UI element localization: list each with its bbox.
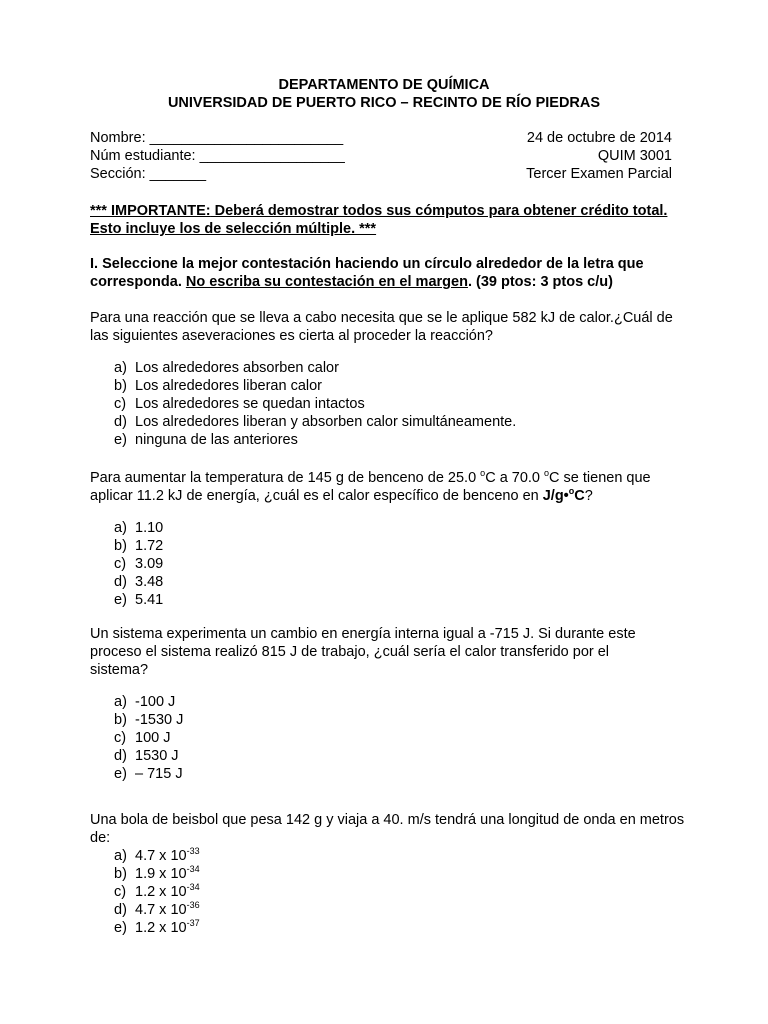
option-text: 5.41: [135, 592, 164, 608]
option-letter: b): [114, 378, 127, 394]
student-number-field: Núm estudiante: __________________: [90, 148, 345, 164]
option-letter: a): [114, 520, 127, 536]
department-title: DEPARTAMENTO DE QUÍMICA: [278, 77, 490, 93]
section-i-line-2: [90, 273, 710, 291]
option-item[interactable]: [114, 519, 720, 537]
question-1-line-1: Para una reacción que se lleva a cabo necesita que se le aplique 582 kJ de calor.¿Cuál de: [90, 310, 673, 326]
option-text: Los alrededores se quedan intactos: [135, 396, 365, 412]
question-2-stem: [90, 469, 720, 505]
section-i-instructions: [90, 255, 710, 291]
option-letter: e): [114, 592, 127, 608]
option-letter: d): [114, 414, 127, 430]
option-text: [135, 883, 200, 901]
course-code: QUIM 3001: [597, 148, 672, 164]
option-letter: e): [114, 432, 127, 448]
option-exponent: -37: [186, 918, 200, 928]
option-base: 4.7 x 10: [135, 848, 187, 864]
degree-sign: o: [544, 468, 550, 478]
question-4-line-1: Una bola de beisbol que pesa 142 g y viaja a 40. m/s tendrá una longitud de onda en metros: [90, 812, 685, 828]
option-item[interactable]: [114, 847, 720, 865]
option-text: Los alrededores liberan y absorben calor simultáneamente.: [135, 414, 517, 430]
question-1-stem: [90, 309, 720, 345]
option-item[interactable]: [114, 555, 720, 573]
option-text: Los alrededores liberan calor: [135, 378, 322, 394]
important-line-1: [90, 202, 700, 220]
option-item[interactable]: [114, 693, 720, 711]
option-item[interactable]: [114, 901, 720, 919]
q2-text-a: Para aumentar la temperatura de 145 g de benceno de 25.0: [90, 470, 481, 486]
important-stars: ***: [90, 203, 111, 219]
option-text: [135, 847, 200, 865]
section-field: Sección: _______: [90, 166, 207, 182]
option-text: 1.72: [135, 538, 164, 554]
option-item[interactable]: [114, 573, 720, 591]
exam-date: 24 de octubre de 2014: [526, 130, 672, 146]
option-item[interactable]: [114, 377, 720, 395]
q2-text-c: C se tienen que: [549, 470, 651, 486]
option-text: [135, 865, 200, 883]
section-i-text-a: corresponda.: [90, 274, 186, 290]
option-letter: b): [114, 538, 127, 554]
option-letter: b): [114, 712, 127, 728]
option-item[interactable]: [114, 865, 720, 883]
option-letter: e): [114, 766, 127, 782]
important-text: Deberá demostrar todos sus cómputos para obtener crédito total.: [210, 203, 668, 219]
question-1-line-2: las siguientes aseveraciones es cierta al proceder la reacción?: [90, 328, 493, 344]
exam-header: [0, 76, 768, 112]
option-letter: d): [114, 902, 127, 918]
exam-name: Tercer Examen Parcial: [526, 166, 672, 182]
option-text: 1.10: [135, 520, 164, 536]
option-letter: a): [114, 694, 127, 710]
question-1: [90, 309, 720, 449]
option-item[interactable]: [114, 413, 720, 431]
option-base: 1.2 x 10: [135, 884, 187, 900]
section-i-points: . (39 ptos: 3 ptos c/u): [467, 274, 613, 290]
option-item[interactable]: [114, 537, 720, 555]
option-base: 1.2 x 10: [135, 920, 187, 936]
option-text: -100 J: [135, 694, 176, 710]
question-4-options: [114, 847, 720, 937]
option-letter: e): [114, 920, 127, 936]
student-info: [90, 129, 345, 183]
option-base: 1.9 x 10: [135, 866, 187, 882]
question-3-line-3: sistema?: [90, 662, 149, 678]
option-letter: a): [114, 360, 127, 376]
question-3: [90, 625, 720, 783]
option-item[interactable]: [114, 711, 720, 729]
section-i-line-1: I. Seleccione la mejor contestación haciendo un círculo alrededor de la letra que: [90, 256, 644, 272]
question-1-options: [114, 359, 720, 449]
question-3-line-2: proceso el sistema realizó 815 J de trabajo, ¿cuál sería el calor transferido por el: [90, 644, 610, 660]
option-letter: c): [114, 556, 127, 572]
q2-question-mark: ?: [584, 488, 593, 504]
option-exponent: -36: [186, 900, 200, 910]
option-item[interactable]: [114, 395, 720, 413]
q2-unit-a: J/g•: [542, 488, 569, 504]
q2-unit-b: C: [574, 488, 585, 504]
question-3-stem: [90, 625, 720, 679]
question-2: [90, 469, 720, 609]
important-line-2: Esto incluye los de selección múltiple. ***: [90, 221, 377, 237]
option-text: 3.09: [135, 556, 164, 572]
university-title: UNIVERSIDAD DE PUERTO RICO – RECINTO DE RÍO PIEDRAS: [167, 95, 601, 111]
question-4: [90, 811, 720, 937]
option-exponent: -34: [186, 882, 200, 892]
question-2-options: [114, 519, 720, 609]
option-letter: c): [114, 884, 127, 900]
section-i-warning: No escriba su contestación en el margen: [185, 274, 468, 290]
question-3-line-1: Un sistema experimenta un cambio en energía interna igual a -715 J. Si durante este: [90, 626, 636, 642]
option-exponent: -33: [186, 846, 200, 856]
option-item[interactable]: [114, 883, 720, 901]
degree-sign: o: [568, 486, 575, 496]
option-text: – 715 J: [135, 766, 183, 782]
important-notice: [90, 202, 700, 238]
option-item[interactable]: [114, 591, 720, 609]
option-text: [135, 919, 200, 937]
option-text: [135, 901, 200, 919]
q2-unit: [543, 488, 585, 504]
degree-sign: o: [480, 468, 486, 478]
question-4-stem: [90, 811, 720, 847]
option-letter: c): [114, 730, 127, 746]
option-letter: c): [114, 396, 127, 412]
option-base: 4.7 x 10: [135, 902, 187, 918]
option-item[interactable]: [114, 765, 720, 783]
option-text: 3.48: [135, 574, 164, 590]
option-text: 1530 J: [135, 748, 179, 764]
question-2-line-1: [90, 469, 720, 487]
option-item[interactable]: [114, 359, 720, 377]
option-letter: d): [114, 574, 127, 590]
option-text: ninguna de las anteriores: [135, 432, 298, 448]
option-text: Los alrededores absorben calor: [135, 360, 339, 376]
name-field: Nombre: ________________________: [90, 130, 344, 146]
option-item[interactable]: [114, 747, 720, 765]
option-text: -1530 J: [135, 712, 184, 728]
option-letter: b): [114, 866, 127, 882]
option-letter: a): [114, 848, 127, 864]
q2-text-b: C a 70.0: [485, 470, 545, 486]
question-4-line-2: de:: [90, 830, 111, 846]
question-2-line-2: [90, 487, 720, 505]
option-item[interactable]: [114, 729, 720, 747]
option-item[interactable]: [114, 919, 720, 937]
question-3-options: [114, 693, 720, 783]
important-keyword: IMPORTANTE:: [110, 203, 211, 219]
option-letter: d): [114, 748, 127, 764]
option-item[interactable]: [114, 431, 720, 449]
q2-text-d: aplicar 11.2 kJ de energía, ¿cuál es el calor específico de benceno en: [90, 488, 543, 504]
exam-info: [526, 129, 672, 183]
option-text: 100 J: [135, 730, 171, 746]
option-exponent: -34: [186, 864, 200, 874]
